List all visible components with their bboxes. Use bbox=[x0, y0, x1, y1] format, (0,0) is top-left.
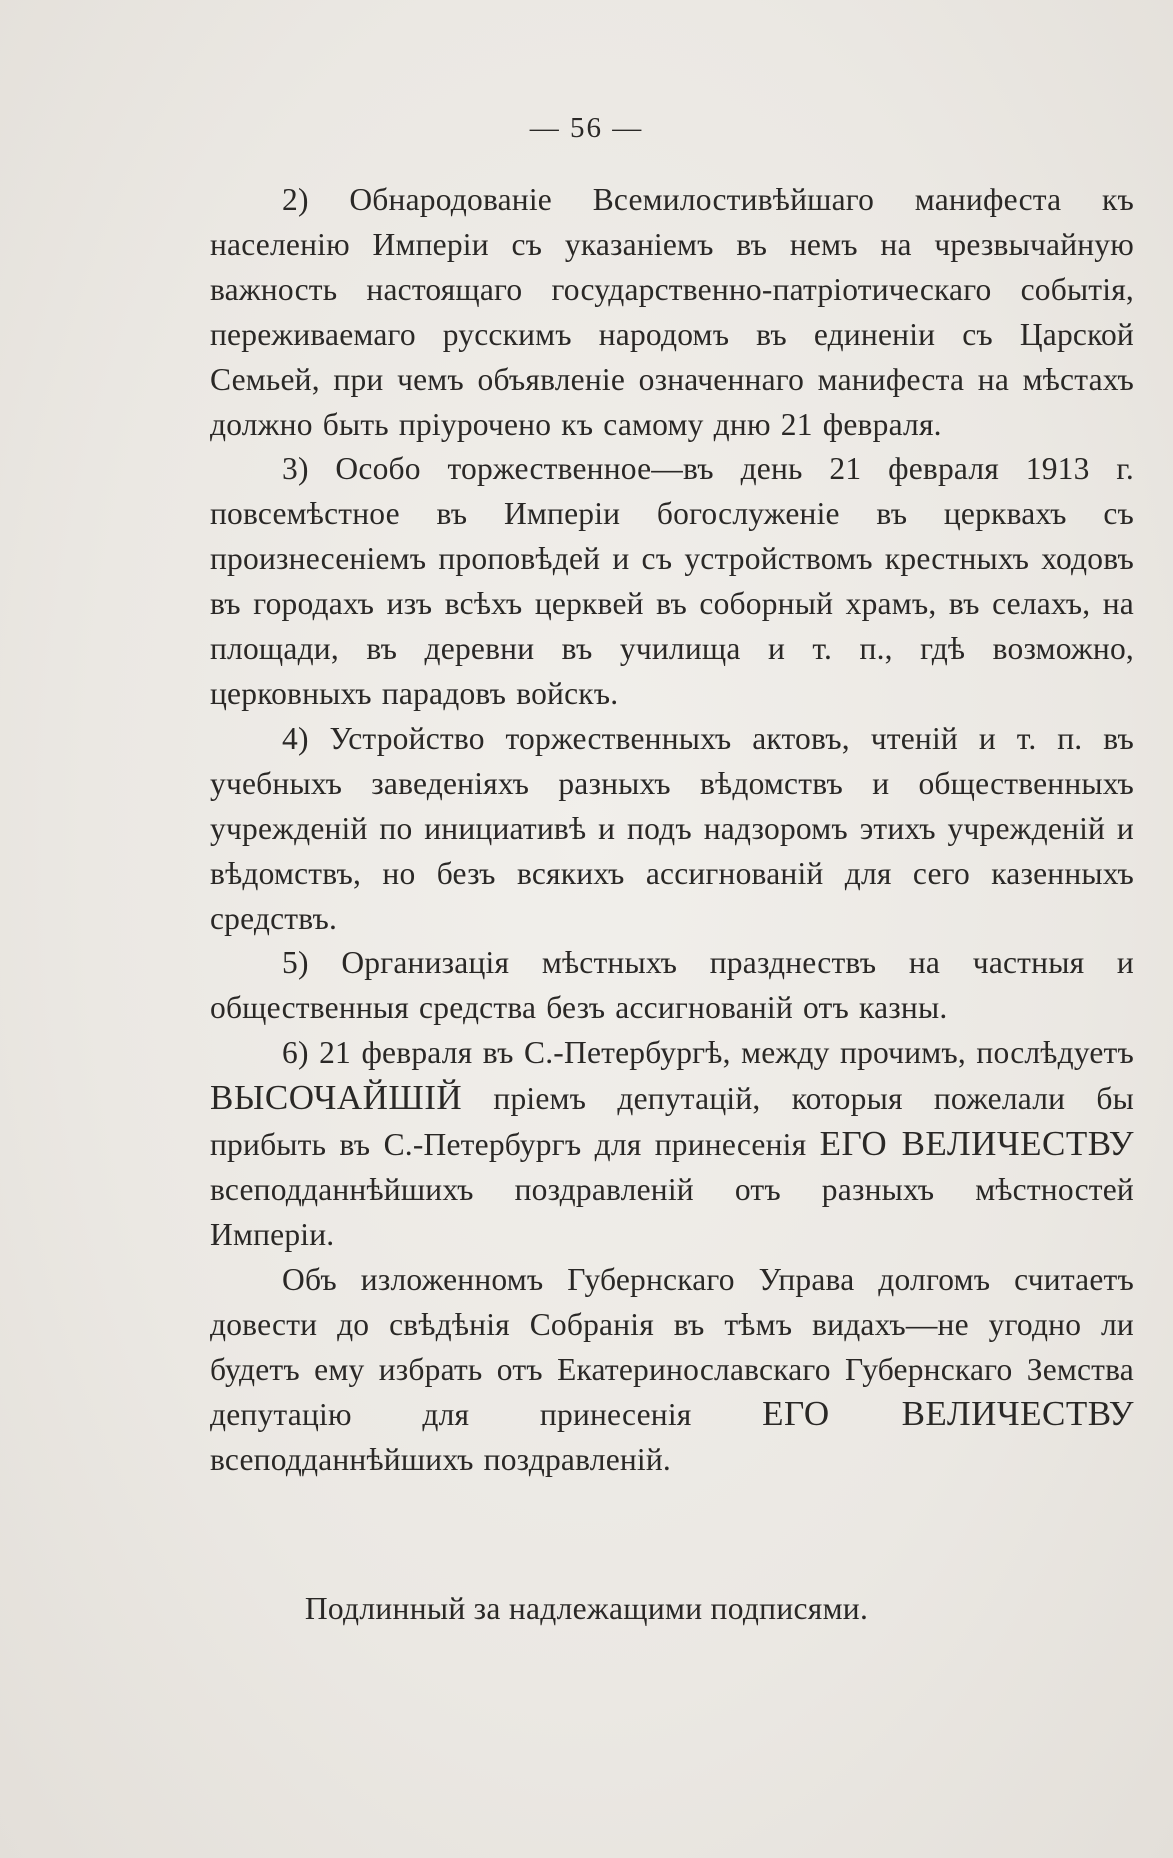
paragraph-4: 4) Устройство торжественныхъ актовъ, чтеній и т. п. въ учебныхъ заведеніяхъ разныхъ вѣдомствъ и общественныхъ учрежденій по инициативѣ и подъ надзоромъ этихъ учрежденій и вѣдомствъ, но безъ всякихъ ассигнованій для сего казенныхъ средствъ. bbox=[210, 720, 1134, 936]
paragraph-2: 2) Обнародованіе Всемилостивѣйшаго манифеста къ населенію Имперіи съ указаніемъ въ немъ на чрезвычайную важность настоящаго государственно-патріотическаго событія, переживаемаго русскимъ народомъ въ единеніи съ Царской Семьей, при чемъ объявленіе означеннаго манифеста на мѣстахъ должно быть пріурочено къ самому дню 21 февраля. bbox=[210, 182, 1134, 442]
paragraph-7 bbox=[210, 1258, 1134, 1484]
body-text bbox=[210, 178, 1134, 1483]
paragraph-6 bbox=[210, 1031, 1134, 1258]
paragraph-7-text-b: всеподданнѣйшихъ поздравленій. bbox=[210, 1442, 672, 1478]
closing-line: Подлинный за надлежащими подписями. bbox=[304, 1591, 869, 1626]
paragraph-6-text-a: 6) 21 февраля въ С.-Петербургѣ, между прочимъ, послѣдуетъ bbox=[282, 1035, 1134, 1071]
paragraph-6-text-b: пріемъ депутацій, которыя пожелали бы прибыть въ С.-Петербургъ для принесенія bbox=[210, 1081, 1134, 1163]
paragraph-5: 5) Организація мѣстныхъ празднествъ на частныя и общественныя средства безъ ассигнованій отъ казны. bbox=[210, 945, 1134, 1026]
paragraph-3: 3) Особо торжественное—въ день 21 февраля 1913 г. повсемѣстное въ Имперіи богослуженіе въ церквахъ съ произнесеніемъ проповѣдей и съ устройствомъ крестныхъ ходовъ въ городахъ изъ всѣхъ церквей въ соборный храмъ, въ селахъ, на площади, въ деревни въ училища и т. п., гдѣ возможно, церковныхъ парадовъ войскъ. bbox=[210, 451, 1134, 711]
paragraph-6-caps-b: ЕГО ВЕЛИЧЕСТВУ bbox=[819, 1124, 1134, 1164]
paragraph-7-caps: ЕГО ВЕЛИЧЕСТВУ bbox=[762, 1394, 1134, 1434]
paragraph-6-text-c: всеподданнѣйшихъ поздравленій отъ разныхъ мѣстностей Имперіи. bbox=[210, 1171, 1134, 1252]
paragraph-7-text-a: Объ изложенномъ Губернскаго Управа долгомъ считаетъ довести до свѣдѣнія Собранія въ тѣмъ видахъ—не угодно ли будетъ ему избрать отъ Екатеринославскаго Губернскаго Земства депутацію для принесенія bbox=[210, 1261, 1134, 1433]
page-number: — 56 — bbox=[529, 112, 644, 144]
paragraph-6-caps-a: ВЫСОЧАЙШІЙ bbox=[210, 1078, 463, 1118]
